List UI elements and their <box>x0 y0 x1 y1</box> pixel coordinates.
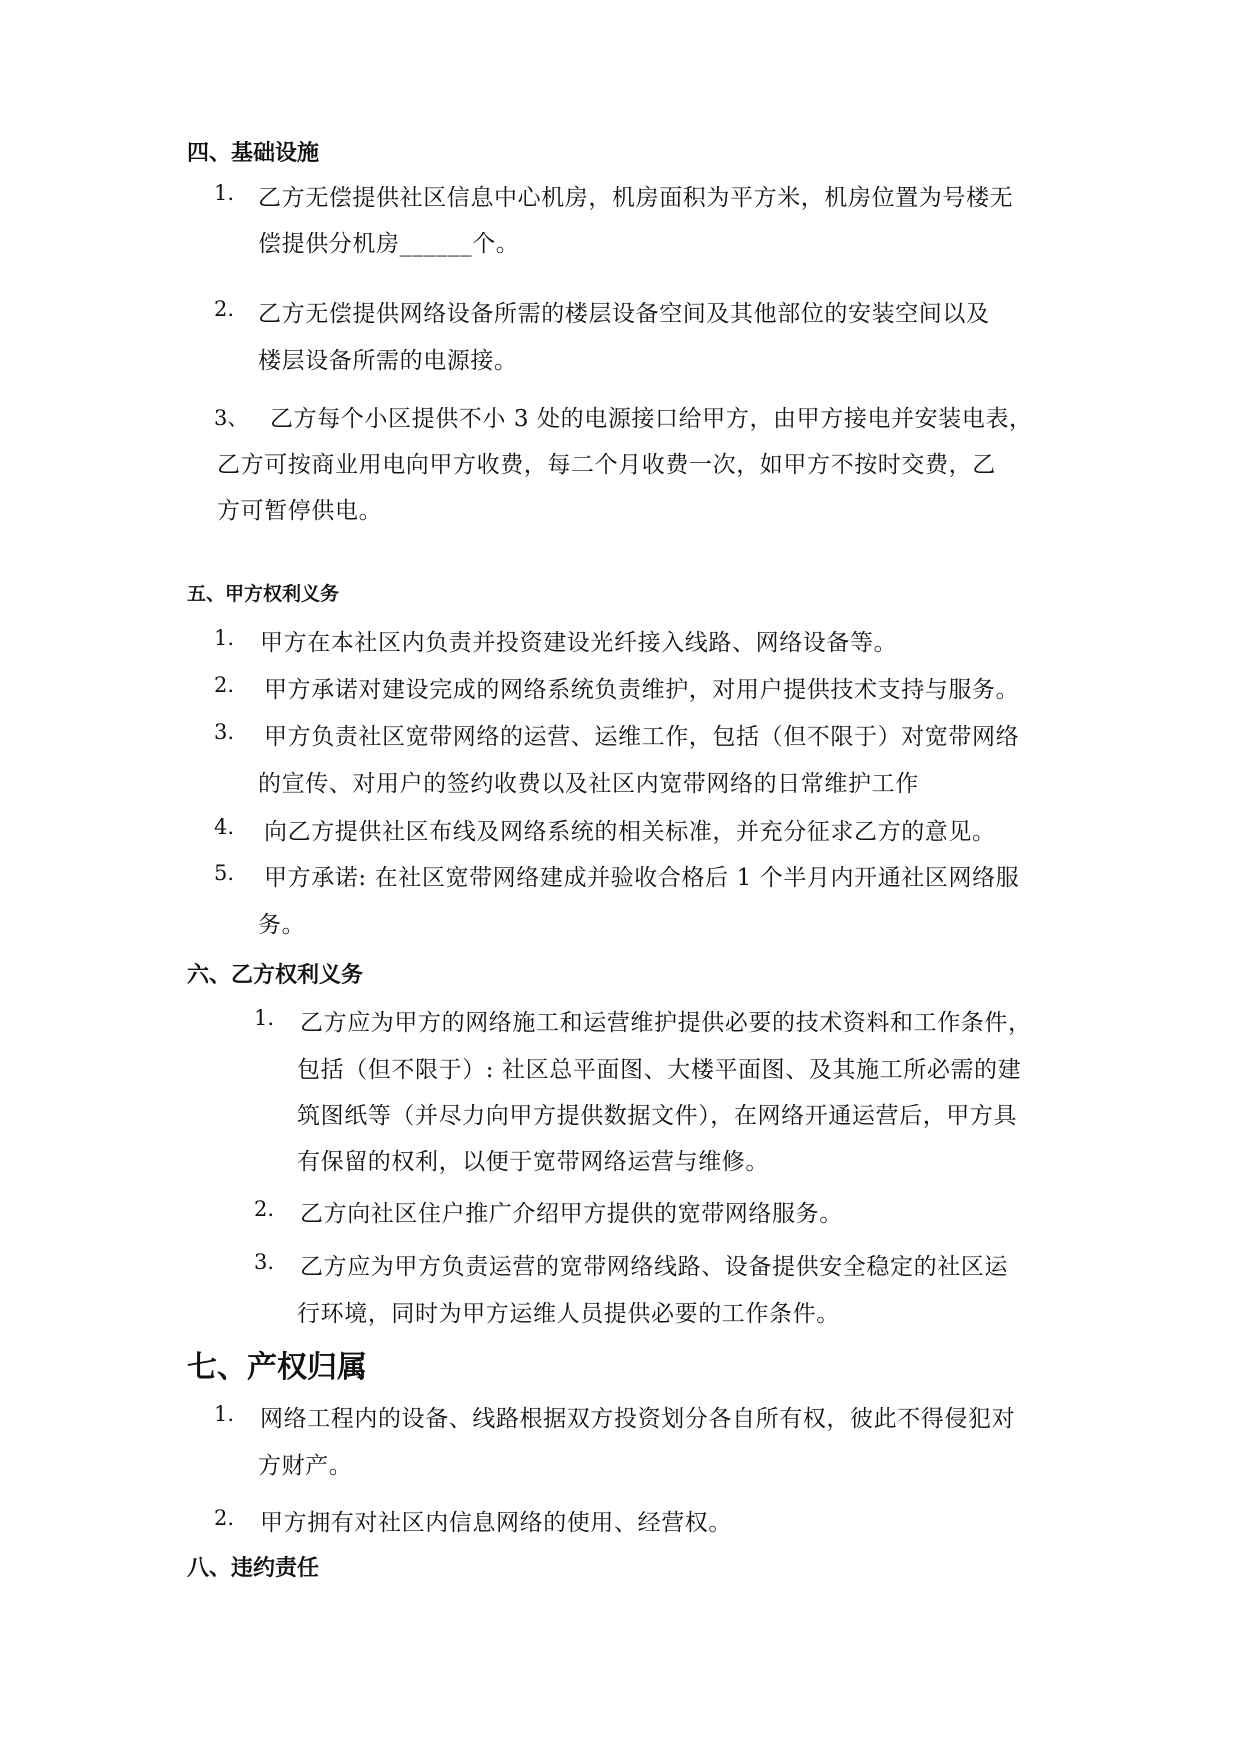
list-number: 1. <box>214 1402 235 1426</box>
paragraph-line: 甲方承诺: 在社区宽带网络建成并验收合格后 1 个半月内开通社区网络服 <box>264 865 1020 891</box>
section-heading-infrastructure: 四、基础设施 <box>187 141 320 166</box>
list-number: 2. <box>254 1197 275 1221</box>
list-number: 2. <box>214 1506 235 1530</box>
list-number: 1. <box>214 626 235 650</box>
paragraph-line: 乙方每个小区提供不小 3 处的电源接口给甲方，由甲方接电并安装电表， <box>270 406 1033 432</box>
list-number: 1. <box>254 1006 275 1030</box>
paragraph-line: 行环境，同时为甲方运维人员提供必要的工作条件。 <box>297 1301 840 1327</box>
paragraph-line: 乙方无偿提供社区信息中心机房，机房面积为平方米，机房位置为号楼无 <box>258 185 1014 211</box>
paragraph-line: 的宣传、对用户的签约收费以及社区内宽带网络的日常维护工作 <box>258 771 919 797</box>
paragraph-line: 务。 <box>258 912 306 938</box>
paragraph-line: 方财产。 <box>258 1453 353 1479</box>
section-heading-breach-liability: 八、违约责任 <box>187 1556 320 1581</box>
paragraph-line: 甲方拥有对社区内信息网络的使用、经营权。 <box>260 1510 732 1536</box>
paragraph-line: 偿提供分机房______个。 <box>258 231 520 257</box>
paragraph-line: 有保留的权利，以便于宽带网络运营与维修。 <box>297 1149 769 1175</box>
paragraph-line: 楼层设备所需的电源接。 <box>258 348 518 374</box>
paragraph-line: 甲方负责社区宽带网络的运营、运维工作，包括（但不限于）对宽带网络 <box>264 724 1020 750</box>
paragraph-line: 乙方可按商业用电向甲方收费，每二个月收费一次，如甲方不按时交费，乙 <box>217 452 996 478</box>
section-heading-property-rights: 七、产权归属 <box>187 1350 367 1385</box>
paragraph-line: 包括（但不限于）: 社区总平面图、大楼平面图、及其施工所必需的建 <box>297 1057 1022 1083</box>
paragraph-line: 网络工程内的设备、线路根据双方投资划分各自所有权，彼此不得侵犯对 <box>260 1406 1016 1432</box>
paragraph-line: 甲方承诺对建设完成的网络系统负责维护，对用户提供技术支持与服务。 <box>264 677 1020 703</box>
list-number: 2. <box>214 673 235 697</box>
section-heading-party-a-rights: 五、甲方权利义务 <box>187 583 340 605</box>
paragraph-line: 方可暂停供电。 <box>217 498 383 524</box>
paragraph-line: 乙方无偿提供网络设备所需的楼层设备空间及其他部位的安装空间以及 <box>258 301 990 327</box>
paragraph-line: 乙方应为甲方的网络施工和运营维护提供必要的技术资料和工作条件， <box>300 1010 1032 1036</box>
list-number: 1. <box>214 181 235 205</box>
list-number: 3. <box>214 720 235 744</box>
list-number: 4. <box>214 815 235 839</box>
section-heading-party-b-rights: 六、乙方权利义务 <box>187 963 364 988</box>
list-number: 3. <box>254 1250 275 1274</box>
list-number: 3、 <box>214 406 249 430</box>
list-number: 2. <box>214 297 235 321</box>
paragraph-line: 向乙方提供社区布线及网络系统的相关标准，并充分征求乙方的意见。 <box>264 819 996 845</box>
paragraph-line: 乙方向社区住户推广介绍甲方提供的宽带网络服务。 <box>300 1201 843 1227</box>
paragraph-line: 乙方应为甲方负责运营的宽带网络线路、设备提供安全稳定的社区运 <box>300 1254 1008 1280</box>
paragraph-line: 甲方在本社区内负责并投资建设光纤接入线路、网络设备等。 <box>260 630 898 656</box>
list-number: 5. <box>214 861 235 885</box>
paragraph-line: 筑图纸等（并尽力向甲方提供数据文件），在网络开通运营后，甲方具 <box>297 1103 1018 1129</box>
